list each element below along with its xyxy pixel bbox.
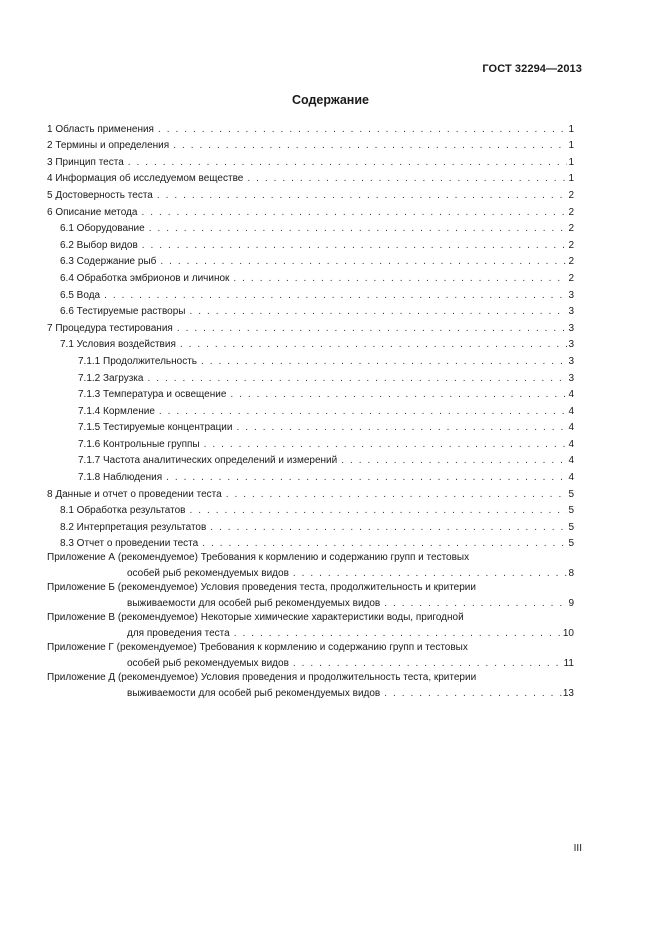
toc-entry-title: 6.5 Вода: [60, 289, 101, 301]
appendix-title-line1: Приложение Г (рекомендуемое) Требования к кормлению и содержанию групп и тестовых: [47, 642, 468, 654]
appendix-page: 9: [568, 598, 574, 610]
toc-entry-page: 4: [568, 455, 574, 467]
toc-leader-dots: [341, 454, 567, 467]
appendix-title-line1: Приложение Д (рекомендуемое) Условия проведения и продолжительность теста, критерии: [47, 672, 477, 684]
toc-sections: [47, 119, 574, 550]
toc-entry-page: 2: [568, 272, 574, 284]
toc-entry[interactable]: [47, 318, 574, 335]
appendix-title-line1: Приложение Б (рекомендуемое) Условия проведения теста, продолжительность и критерии: [47, 582, 476, 594]
toc-leader-dots: [104, 289, 567, 302]
toc-appendices: [47, 551, 574, 700]
toc-leader-dots: [173, 139, 567, 152]
toc-appendix-entry[interactable]: [47, 641, 574, 670]
toc-entry-page: 3: [568, 339, 574, 351]
toc-entry-page: 2: [568, 189, 574, 201]
toc-entry-title: 7.1.8 Наблюдения: [78, 472, 163, 484]
toc-entry-title: 2 Термины и определения: [47, 140, 170, 152]
toc-entry-title: 5 Достоверность теста: [47, 189, 153, 201]
toc-entry-title: 7.1.1 Продолжительность: [78, 355, 198, 367]
toc-entry-page: 5: [568, 505, 574, 517]
toc-entry[interactable]: [47, 119, 574, 136]
toc-leader-dots: [202, 537, 567, 550]
toc-appendix-entry[interactable]: [47, 581, 574, 610]
appendix-page: 11: [563, 658, 574, 670]
toc-leader-dots: [166, 471, 567, 484]
appendix-title-line2: особей рыб рекомендуемых видов: [127, 568, 289, 580]
toc-entry-title: 7.1.4 Кормление: [78, 405, 155, 417]
toc-leader-dots: [189, 305, 567, 318]
toc-entry[interactable]: [47, 136, 574, 153]
appendix-page: 8: [568, 568, 574, 580]
toc-leader-dots: [233, 272, 567, 285]
appendix-title-line2-row: [47, 685, 574, 700]
toc-leader-dots: [201, 355, 567, 368]
toc-leader-dots: [142, 239, 568, 252]
toc-entry-title: 8.3 Отчет о проведении теста: [60, 538, 199, 550]
toc-entry-page: 3: [568, 372, 574, 384]
toc-entry[interactable]: [47, 219, 574, 236]
toc-entry[interactable]: [47, 185, 574, 202]
toc-entry-page: 3: [568, 355, 574, 367]
toc-entry-title: 6.3 Содержание рыб: [60, 256, 157, 268]
toc-entry-title: 6.1 Оборудование: [60, 223, 145, 235]
toc-entry-title: 3 Принцип теста: [47, 156, 124, 168]
toc-entry-page: 1: [568, 123, 574, 135]
toc-entry-page: 2: [568, 239, 574, 251]
toc-entry-page: 1: [568, 156, 574, 168]
appendix-page: 13: [562, 688, 574, 700]
appendix-title-line2-row: [47, 595, 574, 610]
toc-leader-dots: [128, 156, 568, 169]
toc-leader-dots: [149, 222, 568, 235]
toc-leader-dots: [157, 189, 568, 202]
toc-entry[interactable]: [47, 268, 574, 285]
appendix-title-line2-row: [47, 655, 574, 670]
toc-entry[interactable]: [47, 235, 574, 252]
toc-entry-page: 1: [568, 173, 574, 185]
table-of-contents: [47, 119, 574, 700]
toc-leader-dots: [293, 567, 568, 580]
toc-entry-page: 3: [568, 289, 574, 301]
toc-entry[interactable]: [47, 434, 574, 451]
toc-leader-dots: [159, 405, 568, 418]
toc-entry-title: 4 Информация об исследуемом веществе: [47, 173, 244, 185]
toc-entry-page: 5: [568, 538, 574, 550]
toc-entry[interactable]: [47, 335, 574, 352]
toc-leader-dots: [247, 172, 567, 185]
toc-entry-page: 2: [568, 223, 574, 235]
toc-entry-page: 3: [568, 322, 574, 334]
toc-entry[interactable]: [47, 451, 574, 468]
document-code: ГОСТ 32294—2013: [482, 63, 582, 75]
appendix-title-line2: особей рыб рекомендуемых видов: [127, 658, 289, 670]
appendix-title-line1: Приложение А (рекомендуемое) Требования к кормлению и содержанию групп и тестовых: [47, 552, 470, 564]
toc-entry-title: 7.1.7 Частота аналитических определений и измерений: [78, 455, 338, 467]
toc-entry-title: 7.1.2 Загрузка: [78, 372, 144, 384]
toc-entry-page: 3: [568, 306, 574, 318]
toc-leader-dots: [158, 123, 567, 136]
toc-leader-dots: [236, 421, 567, 434]
appendix-title-line2-row: [47, 625, 574, 640]
toc-leader-dots: [226, 488, 568, 501]
toc-leader-dots: [180, 338, 568, 351]
toc-entry-page: 4: [568, 472, 574, 484]
toc-entry[interactable]: [47, 285, 574, 302]
toc-leader-dots: [189, 504, 567, 517]
toc-entry[interactable]: [47, 368, 574, 385]
toc-entry[interactable]: [47, 302, 574, 319]
toc-entry[interactable]: [47, 534, 574, 551]
toc-entry[interactable]: [47, 385, 574, 402]
appendix-page: 10: [562, 628, 574, 640]
toc-entry-title: 6.2 Выбор видов: [60, 239, 138, 251]
toc-entry-title: 7.1 Условия воздействия: [60, 339, 176, 351]
toc-entry[interactable]: [47, 152, 574, 169]
toc-leader-dots: [210, 521, 567, 534]
toc-entry[interactable]: [47, 169, 574, 186]
toc-entry-title: 7.1.5 Тестируемые концентрации: [78, 422, 233, 434]
toc-entry-page: 4: [568, 422, 574, 434]
toc-entry[interactable]: [47, 252, 574, 269]
toc-entry-title: 6.6 Тестируемые растворы: [60, 306, 186, 318]
toc-entry-title: 7.1.6 Контрольные группы: [78, 438, 200, 450]
toc-leader-dots: [177, 322, 568, 335]
toc-leader-dots: [293, 657, 563, 670]
toc-entry-page: 4: [568, 438, 574, 450]
toc-leader-dots: [160, 255, 567, 268]
toc-leader-dots: [147, 372, 567, 385]
toc-leader-dots: [384, 597, 567, 610]
toc-entry-title: 8 Данные и отчет о проведении теста: [47, 488, 222, 500]
page-title: Содержание: [291, 93, 369, 107]
appendix-title-line1: Приложение В (рекомендуемое) Некоторые химические характеристики воды, пригодной: [47, 612, 464, 624]
toc-entry[interactable]: [47, 351, 574, 368]
page-number: III: [573, 843, 582, 854]
toc-appendix-entry[interactable]: [47, 551, 574, 580]
appendix-title-line2: выживаемости для особей рыб рекомендуемых видов: [127, 598, 381, 610]
toc-entry-title: 7.1.3 Температура и освещение: [78, 389, 227, 401]
toc-leader-dots: [141, 206, 567, 219]
toc-entry-title: 7 Процедура тестирования: [47, 322, 173, 334]
toc-entry[interactable]: [47, 484, 574, 501]
toc-appendix-entry[interactable]: [47, 611, 574, 640]
toc-entry-title: 6.4 Обработка эмбрионов и личинок: [60, 272, 230, 284]
toc-leader-dots: [384, 687, 562, 700]
toc-entry-page: 4: [568, 389, 574, 401]
toc-entry-page: 5: [568, 521, 574, 533]
toc-entry-page: 2: [568, 256, 574, 268]
toc-entry-page: 4: [568, 405, 574, 417]
toc-entry-title: 8.2 Интерпретация результатов: [60, 521, 207, 533]
appendix-title-line2: для проведения теста: [127, 628, 230, 640]
toc-entry-page: 5: [568, 488, 574, 500]
toc-entry-title: 6 Описание метода: [47, 206, 138, 218]
toc-leader-dots: [230, 388, 567, 401]
toc-entry-page: 2: [568, 206, 574, 218]
toc-entry[interactable]: [47, 467, 574, 484]
toc-entry[interactable]: [47, 501, 574, 518]
toc-leader-dots: [204, 438, 568, 451]
toc-appendix-entry[interactable]: [47, 671, 574, 700]
toc-entry[interactable]: [47, 401, 574, 418]
toc-entry-title: 8.1 Обработка результатов: [60, 505, 186, 517]
toc-entry[interactable]: [47, 202, 574, 219]
appendix-title-line2: выживаемости для особей рыб рекомендуемых видов: [127, 688, 381, 700]
toc-entry-title: 1 Область применения: [47, 123, 154, 135]
toc-leader-dots: [234, 627, 562, 640]
toc-entry[interactable]: [47, 418, 574, 435]
toc-entry[interactable]: [47, 517, 574, 534]
appendix-title-line2-row: [47, 565, 574, 580]
toc-entry-page: 1: [568, 140, 574, 152]
